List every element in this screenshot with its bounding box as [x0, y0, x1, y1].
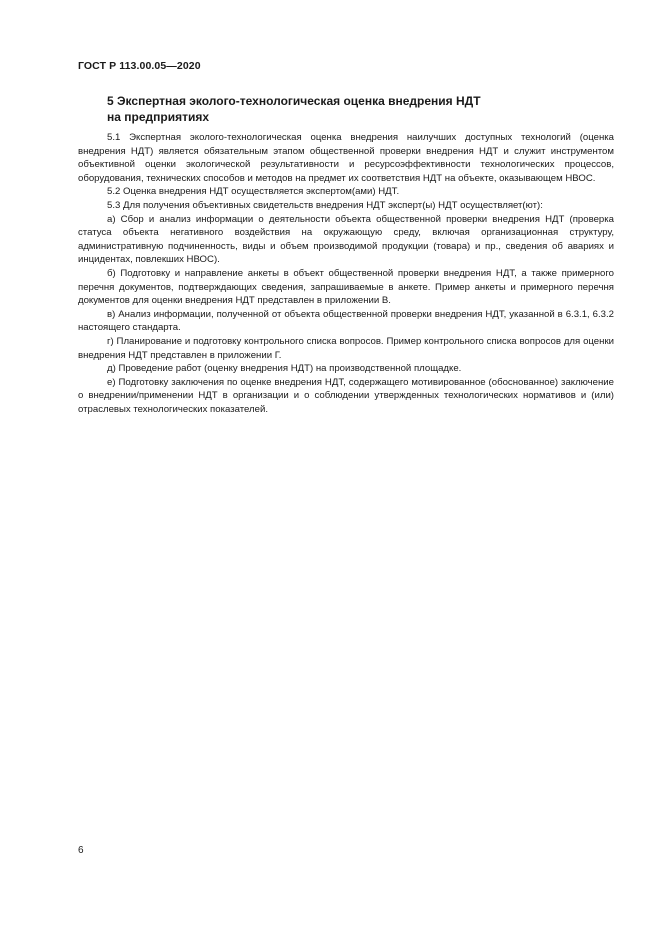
paragraph-5-1: 5.1 Экспертная эколого-технологическая оценка внедрения наилучших доступных технологий (оценка внедрения НДТ) является обязательным этапом общественной проверки внедрения НДТ и служит инструментом объективной оценки экологической результативности и ресурсоэффективности технологических процессов, оборудования, технических способов и методов на предмет их соответствия НДТ на объекте, оказывающем НВОС. [78, 132, 614, 184]
list-item-v: в) Анализ информации, полученной от объекта общественной проверки внедрения НДТ, указанной в 6.3.1, 6.3.2 настоящего стандарта. [78, 308, 614, 334]
list-item-b: б) Подготовку и направление анкеты в объект общественной проверки внедрения НДТ, а также примерного перечня документов, подтверждающих сведения, запрашиваемые в анкете. Пример анкеты и примерного перечня документов для оценки внедрения НДТ представлен в приложении В. [78, 267, 614, 307]
paragraph-5-3: 5.3 Для получения объективных свидетельств внедрения НДТ эксперт(ы) НДТ осуществляет(ют): [107, 199, 543, 211]
section-title [107, 93, 587, 125]
list-item-d: д) Проведение работ (оценку внедрения НДТ) на производственной площадке. [107, 363, 462, 375]
document-code-header: ГОСТ Р 113.00.05—2020 [78, 60, 201, 72]
section-title-line-1: 5 Экспертная эколого-технологическая оценка внедрения НДТ [107, 94, 481, 108]
page-number: 6 [78, 845, 84, 856]
list-item-a: а) Сбор и анализ информации о деятельности объекта общественной проверки внедрения НДТ (проверка статуса объекта негативного воздействия на окружающую среду, включая организационная структуру, административную подчиненность, виды и объем производимой продукции (товара) и пр., сведения об авариях и инцидентах, повлекших НВОС). [78, 213, 614, 266]
section-title-line-2: на предприятиях [107, 110, 210, 124]
paragraph-5-2: 5.2 Оценка внедрения НДТ осуществляется экспертом(ами) НДТ. [107, 186, 400, 198]
list-item-g: г) Планирование и подготовку контрольного списка вопросов. Пример контрольного списка вопросов для оценки внедрения НДТ представлен в приложении Г. [78, 335, 614, 361]
body-text [78, 131, 614, 416]
list-item-e: е) Подготовку заключения по оценке внедрения НДТ, содержащего мотивированное (обоснованное) заключение о внедрении/применении НДТ в организации и о соблюдении утвержденных технологических нормативов и (или) отраслевых технологических показателей. [78, 376, 614, 415]
